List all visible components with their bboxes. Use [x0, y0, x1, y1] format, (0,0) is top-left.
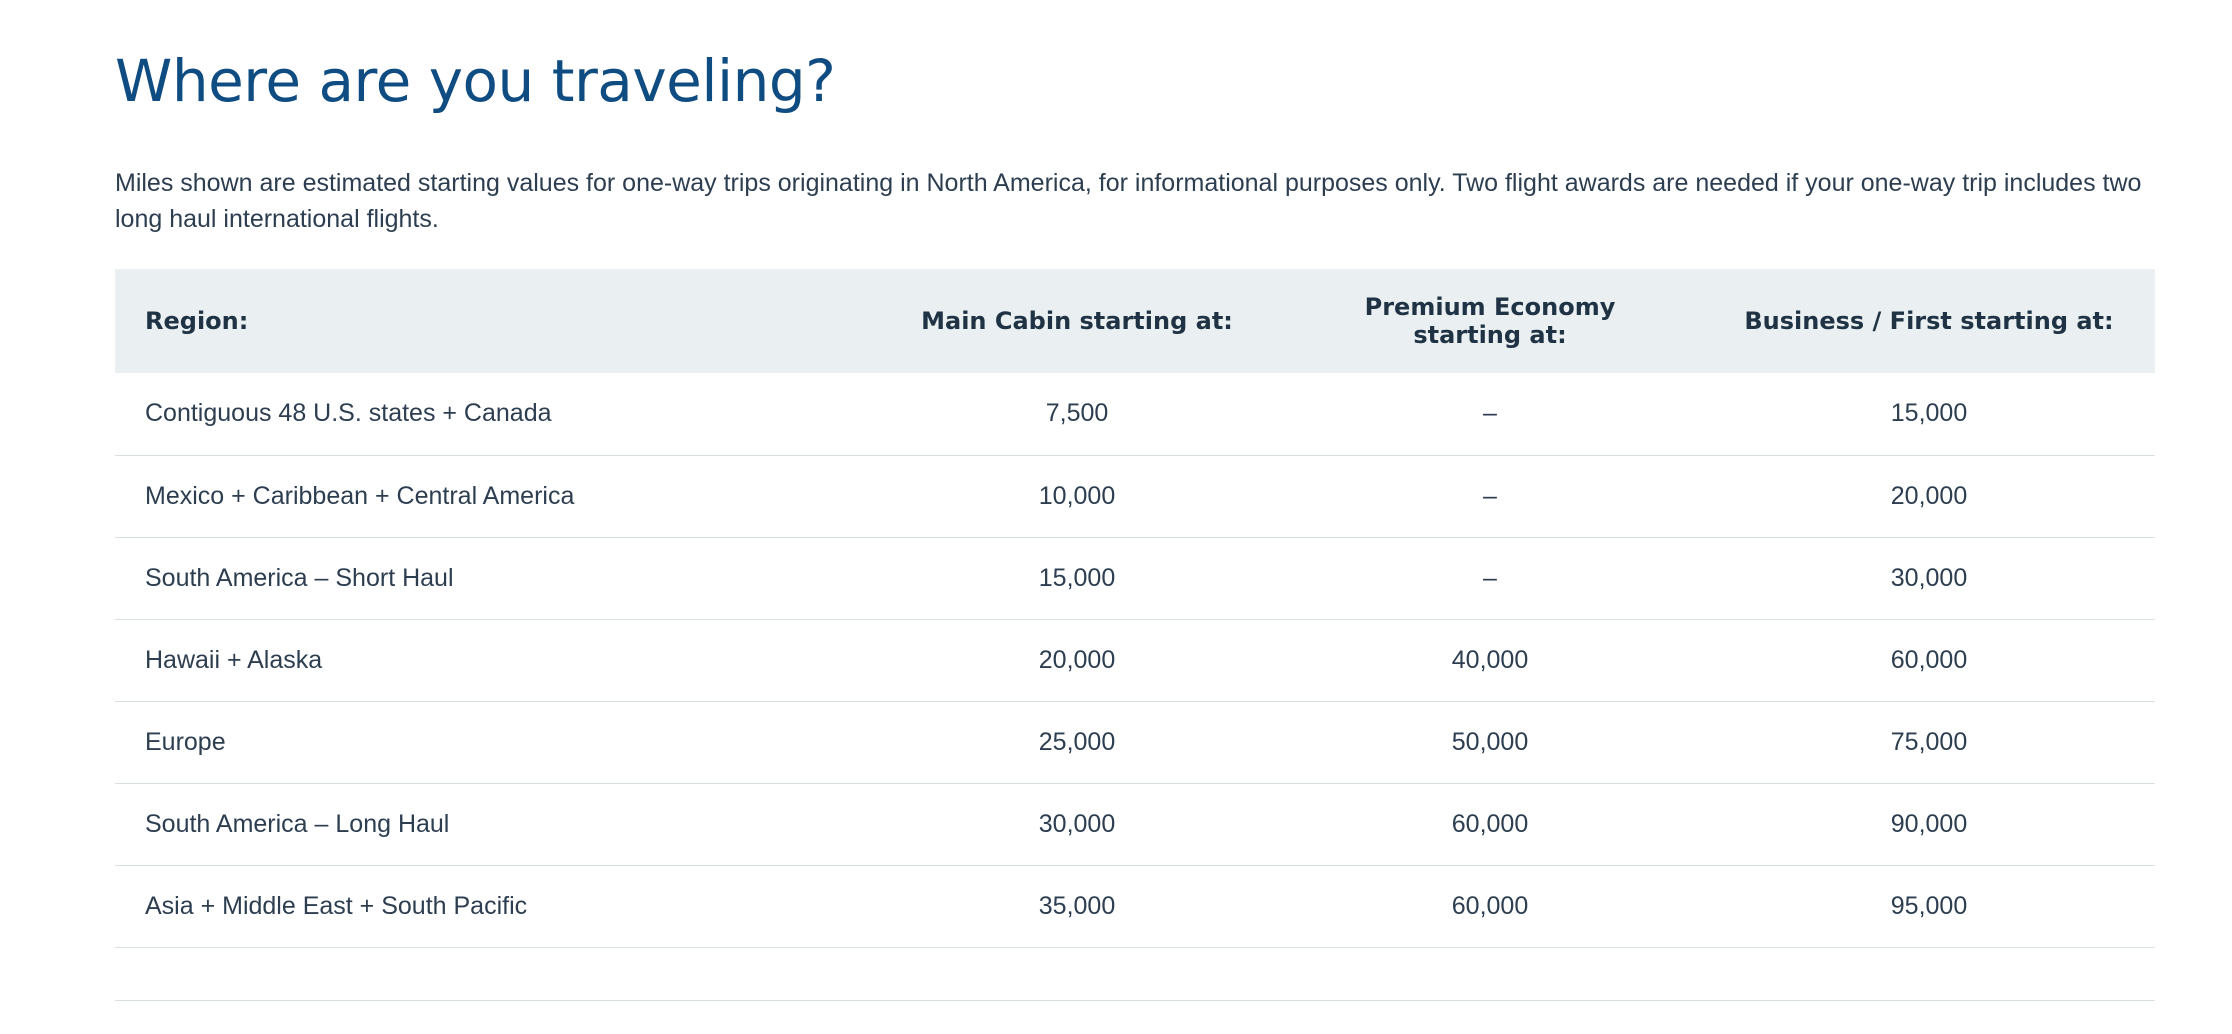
cell-business-first: 15,000 — [1703, 373, 2155, 455]
cell-main-cabin: 20,000 — [877, 619, 1277, 701]
cell-premium-economy: – — [1277, 537, 1703, 619]
table-header-row — [115, 269, 2155, 373]
cell-main-cabin: 15,000 — [877, 537, 1277, 619]
table-row — [115, 701, 2155, 783]
cell-premium-economy: 40,000 — [1277, 619, 1703, 701]
cell-premium-economy: – — [1277, 455, 1703, 537]
cell-premium-economy: – — [1277, 373, 1703, 455]
table-row — [115, 619, 2155, 701]
table-row — [115, 865, 2155, 947]
cell-main-cabin: 25,000 — [877, 701, 1277, 783]
cell-region: Contiguous 48 U.S. states + Canada — [115, 373, 877, 455]
cell-premium-economy: 50,000 — [1277, 701, 1703, 783]
intro-paragraph: Miles shown are estimated starting values for one-way trips originating in North America, for informational purposes only. Two flight awards are needed if your one-way trip includes two long haul international flights. — [115, 168, 2142, 233]
cell-main-cabin: 35,000 — [877, 865, 1277, 947]
cell-region: South America – Short Haul — [115, 537, 877, 619]
cell-main-cabin: 30,000 — [877, 783, 1277, 865]
content-wrapper — [115, 0, 2155, 948]
cell-business-first: 95,000 — [1703, 865, 2155, 947]
table-header — [115, 269, 2155, 373]
table-row — [115, 537, 2155, 619]
cell-business-first: 60,000 — [1703, 619, 2155, 701]
cell-region: Hawaii + Alaska — [115, 619, 877, 701]
cell-premium-economy: 60,000 — [1277, 865, 1703, 947]
cell-main-cabin: 10,000 — [877, 455, 1277, 537]
award-miles-table — [115, 269, 2155, 948]
cell-main-cabin: 7,500 — [877, 373, 1277, 455]
column-header-main-cabin: Main Cabin starting at: — [877, 269, 1277, 373]
table-row — [115, 373, 2155, 455]
column-header-business-first: Business / First starting at: — [1703, 269, 2155, 373]
cell-business-first: 75,000 — [1703, 701, 2155, 783]
column-header-region: Region: — [115, 269, 877, 373]
cell-premium-economy: 60,000 — [1277, 783, 1703, 865]
page-title: Where are you traveling? — [115, 47, 836, 115]
cell-business-first: 90,000 — [1703, 783, 2155, 865]
cell-region: Asia + Middle East + South Pacific — [115, 865, 877, 947]
table-row — [115, 783, 2155, 865]
table-body — [115, 373, 2155, 947]
cell-business-first: 30,000 — [1703, 537, 2155, 619]
cell-region: South America – Long Haul — [115, 783, 877, 865]
cell-business-first: 20,000 — [1703, 455, 2155, 537]
column-header-premium-economy: Premium Economy starting at: — [1277, 269, 1703, 373]
table-row — [115, 455, 2155, 537]
cell-region: Europe — [115, 701, 877, 783]
bottom-divider — [115, 1000, 2155, 1001]
cell-region: Mexico + Caribbean + Central America — [115, 455, 877, 537]
